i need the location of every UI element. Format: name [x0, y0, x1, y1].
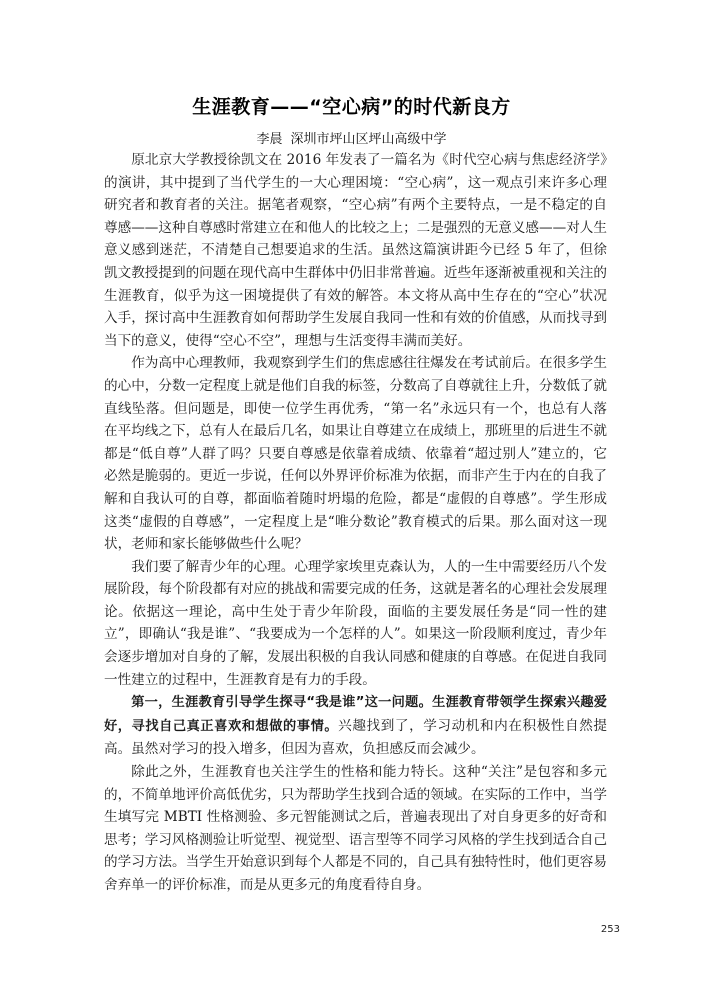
paragraph-text: 除此之外，生涯教育也关注学生的性格和能力特长。这种“关注”是包容和多元的，不简单地评价高低优劣，只为帮助学生找到合适的领域。在实际的工作中，当学生填写完 MBTI 性格测验、多元智能测试之后，普遍表现出了对自身更多的好奇和思考；学习风格测验让听觉型、视觉型、语言型等不同学习风格的学生找到适合自己的学习方法。当学生开始意识到每个人都是不同的，自己具有独特性时，他们更容易舍弃单一的评价标准，而是从更多元的角度看待自身。 — [104, 764, 607, 893]
paragraph-bold-lead: 第一，生涯教育引导学生探寻“我是谁”这一问题。生涯教育带领学生探索兴趣爱好，寻找自己真正喜欢和想做的事情。 — [104, 695, 607, 734]
paragraph-text: 我们要了解青少年的心理。心理学家埃里克森认为，人的一生中需要经历八个发展阶段，每个阶段都有对应的挑战和需要完成的任务，这就是著名的心理社会发展理论。依据这一理论，高中生处于青少年阶段，面临的主要发展任务是“同一性的建立”，即确认“我是谁”、“我要成为一个怎样的人”。如果这一阶段顺利度过，青少年会逐步增加对自身的了解，发展出积极的自我认同感和健康的自尊感。在促进自我同一性建立的过程中，生涯教育是有力的手段。 — [104, 558, 607, 688]
paragraph-text: 作为高中心理教师，我观察到学生们的焦虑感往往爆发在考试前后。在很多学生的心中，分数一定程度上就是他们自我的标签，分数高了自尊就往上升，分数低了就直线坠落。但问题是，即使一位学生再优秀，“第一名”永远只有一个，也总有人落在平均线之下，总有人在最后几名，如果让自尊建立在成绩上，那班里的后进生不就都是“低自尊”人群了吗？只要自尊感是依靠着成绩、依靠着“超过别人”建立的，它必然是脆弱的。更近一步说，任何以外界评价标准为依据，而非产生于内在的自我了解和自我认可的自尊，都面临着随时坍塌的危险，都是“虚假的自尊感”。学生形成这类“虚假的自尊感”，一定程度上是“唯分数论”教育模式的后果。那么面对这一现状，老师和家长能够做些什么呢？ — [104, 355, 607, 553]
paragraph-1 — [104, 149, 607, 352]
article-body — [104, 149, 607, 897]
paragraph-text: 兴趣找到了，学习动机和内在积极性自然提高。虽然对学习的投入增多，但因为喜欢，负担感反而会减少。 — [104, 717, 608, 758]
paragraph-5 — [104, 761, 607, 897]
paragraph-3 — [104, 556, 607, 692]
paragraph-text: 原北京大学教授徐凯文在 2016 年发表了一篇名为《时代空心病与焦虑经济学》的演讲，其中提到了当代学生的一大心理困境：“空心病”，这一观点引来许多心理研究者和教育者的关注。据笔者观察，“空心病”有两个主要特点，一是不稳定的自尊感——这种自尊感时常建立在和他人的比较之上；二是强烈的无意义感——对人生意义感到迷茫，不清楚自己想要追求的生活。虽然这篇演讲距今已经 5 年了，但徐凯文教授提到的问题在现代高中生群体中仍旧非常普遍。近些年逐渐被重视和关注的生涯教育，似乎为这一困境提供了有效的解答。本文将从高中生存在的“空心”状况入手，探讨高中生涯教育如何帮助学生发展自我同一性和有效的价值感，从而找寻到当下的意义，使得“空心不空”，理想与生活变得丰满而美好。 — [104, 152, 607, 349]
paragraph-2 — [104, 352, 607, 555]
article-title: 生涯教育——“空心病”的时代新良方 — [192, 96, 511, 118]
author-affiliation: 深圳市坪山区坪山高级中学 — [290, 132, 447, 147]
byline — [0, 128, 703, 147]
paragraph-4 — [104, 691, 607, 761]
page-number: 253 — [600, 924, 620, 935]
author-name: 李晨 — [256, 132, 283, 147]
